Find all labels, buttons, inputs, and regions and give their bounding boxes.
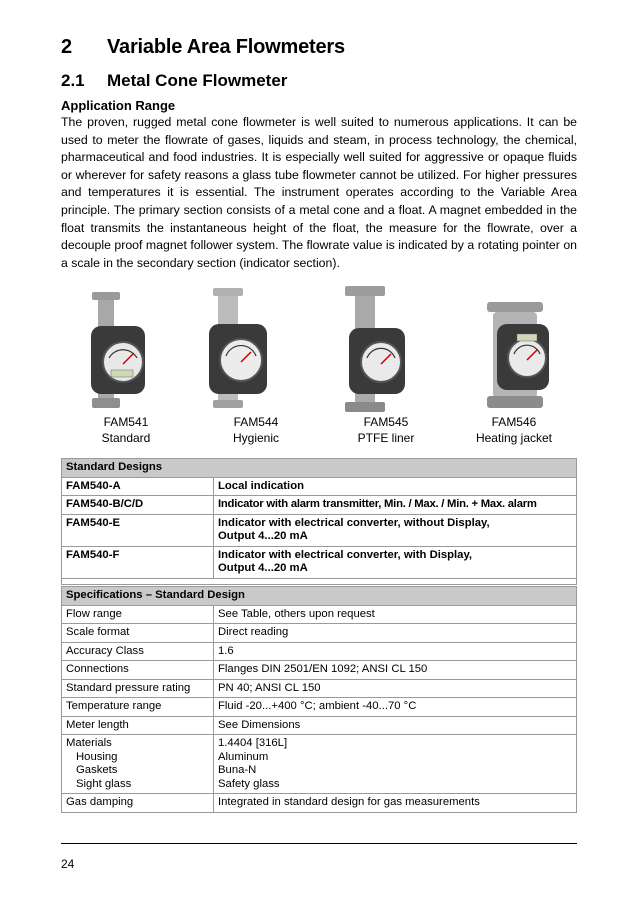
design-model: FAM540-E bbox=[62, 514, 214, 546]
figure-caption bbox=[191, 414, 321, 446]
spec-label: Flow range bbox=[62, 605, 214, 624]
design-description bbox=[214, 514, 577, 546]
materials-sub-label: Sight glass bbox=[76, 777, 132, 790]
design-description: Local indication bbox=[214, 477, 577, 496]
materials-sub-value: Buna-N bbox=[218, 764, 257, 776]
flowmeter-image-fam544 bbox=[191, 284, 321, 414]
design-description-line: Output 4...20 mA bbox=[218, 562, 308, 574]
flowmeter-image-fam546 bbox=[449, 284, 579, 414]
figure-label: Standard bbox=[101, 431, 151, 445]
spec-value: Direct reading bbox=[214, 624, 577, 643]
design-description-line: Indicator with electrical converter, with Display, bbox=[218, 548, 473, 561]
figure-model: FAM545 bbox=[363, 415, 409, 429]
chapter-heading bbox=[61, 36, 345, 59]
materials-sub-label: Gaskets bbox=[76, 764, 118, 776]
figure-model: FAM541 bbox=[103, 415, 149, 429]
standard-designs-table bbox=[61, 458, 577, 585]
spec-value: See Dimensions bbox=[214, 716, 577, 735]
materials-label: Materials bbox=[66, 737, 112, 749]
spec-label bbox=[62, 735, 214, 794]
spec-value: PN 40; ANSI CL 150 bbox=[214, 679, 577, 698]
spec-value: Fluid -20...+400 °C; ambient -40...70 °C bbox=[214, 698, 577, 717]
spec-value: Flanges DIN 2501/EN 1092; ANSI CL 150 bbox=[214, 661, 577, 680]
design-description-line: Indicator with electrical converter, without Display, bbox=[218, 516, 490, 529]
design-model: FAM540-B/C/D bbox=[62, 496, 214, 515]
spec-label: Standard pressure rating bbox=[62, 679, 214, 698]
figure-caption bbox=[61, 414, 191, 446]
spec-value: See Table, others upon request bbox=[214, 605, 577, 624]
spec-label: Meter length bbox=[62, 716, 214, 735]
subsection-title: Application Range bbox=[61, 98, 176, 113]
table-header-row bbox=[62, 459, 577, 478]
table-row bbox=[62, 698, 577, 717]
figure-fam544 bbox=[191, 284, 321, 452]
table-row bbox=[62, 716, 577, 735]
figure-fam541 bbox=[61, 284, 191, 452]
section-heading bbox=[61, 71, 287, 91]
figure-fam546 bbox=[449, 284, 579, 452]
materials-value: 1.4404 [316L] bbox=[218, 737, 288, 749]
materials-sub-value: Aluminum bbox=[218, 750, 269, 763]
table-row bbox=[62, 624, 577, 643]
table-row bbox=[62, 496, 577, 515]
flowmeter-image-fam545 bbox=[321, 284, 451, 414]
section-number: 2.1 bbox=[61, 71, 85, 90]
body-paragraph: The proven, rugged metal cone flowmeter is well suited to numerous applications. It can be used to meter the flowrate of gases, liquids and steam, in process technology, the chemical, pharmaceutical and food industries. It is especially well suited for aggressive or opaque fluids or wherever for safety reasons a glass tube flowmeter cannot be utilized. For higher pressures and temperatures it is essential. The instrument operates according to the Variable Area principle. The primary section consists of a metal cone and a float. A magnet embedded in the float transmits the instantaneous height of the float, the measure for the flowrate, over a decouple proof magnet follower system. The flowrate value is indicated by a rotating pointer on a scale in the secondary section (indicator section). bbox=[61, 115, 577, 270]
table-row bbox=[62, 477, 577, 496]
table-header-row bbox=[62, 587, 577, 606]
figure-caption bbox=[321, 414, 451, 446]
spec-label: Scale format bbox=[62, 624, 214, 643]
materials-sub-label: Housing bbox=[76, 750, 118, 763]
table-row bbox=[62, 661, 577, 680]
design-description: Indicator with alarm transmitter, Min. / Max. / Min. + Max. alarm bbox=[214, 496, 577, 515]
spec-label: Connections bbox=[62, 661, 214, 680]
figure-model: FAM546 bbox=[491, 415, 537, 429]
page-number: 24 bbox=[61, 857, 75, 871]
table-spacer-row bbox=[62, 578, 577, 584]
spacer-cell bbox=[62, 578, 577, 584]
flowmeter-image-fam541 bbox=[61, 284, 191, 414]
spec-value: 1.6 bbox=[214, 642, 577, 661]
design-model: FAM540-A bbox=[62, 477, 214, 496]
table-header: Specifications – Standard Design bbox=[62, 587, 577, 606]
spec-label: Gas damping bbox=[62, 794, 214, 813]
table-row bbox=[62, 735, 577, 794]
chapter-title: Variable Area Flowmeters bbox=[107, 36, 345, 58]
section-title: Metal Cone Flowmeter bbox=[107, 71, 288, 90]
product-figures bbox=[61, 284, 579, 452]
table-row bbox=[62, 514, 577, 546]
spec-value: Integrated in standard design for gas measurements bbox=[214, 794, 577, 813]
specifications-table bbox=[61, 586, 577, 813]
design-description bbox=[214, 546, 577, 578]
footer-rule bbox=[61, 843, 577, 844]
design-model: FAM540-F bbox=[62, 546, 214, 578]
spec-label: Accuracy Class bbox=[62, 642, 214, 661]
figure-label: PTFE liner bbox=[357, 431, 415, 445]
design-description-line: Output 4...20 mA bbox=[218, 530, 308, 542]
table-row bbox=[62, 605, 577, 624]
table-header: Standard Designs bbox=[62, 459, 577, 478]
figure-label: Hygienic bbox=[232, 431, 280, 445]
figure-caption bbox=[449, 414, 579, 446]
figure-model: FAM544 bbox=[233, 415, 279, 429]
table-row bbox=[62, 679, 577, 698]
spec-value bbox=[214, 735, 577, 794]
chapter-number: 2 bbox=[61, 36, 72, 58]
materials-sub-value: Safety glass bbox=[218, 777, 280, 790]
figure-label: Heating jacket bbox=[475, 431, 553, 445]
table-row bbox=[62, 642, 577, 661]
spec-label: Temperature range bbox=[62, 698, 214, 717]
figure-fam545 bbox=[321, 284, 451, 452]
table-row bbox=[62, 546, 577, 578]
table-row bbox=[62, 794, 577, 813]
